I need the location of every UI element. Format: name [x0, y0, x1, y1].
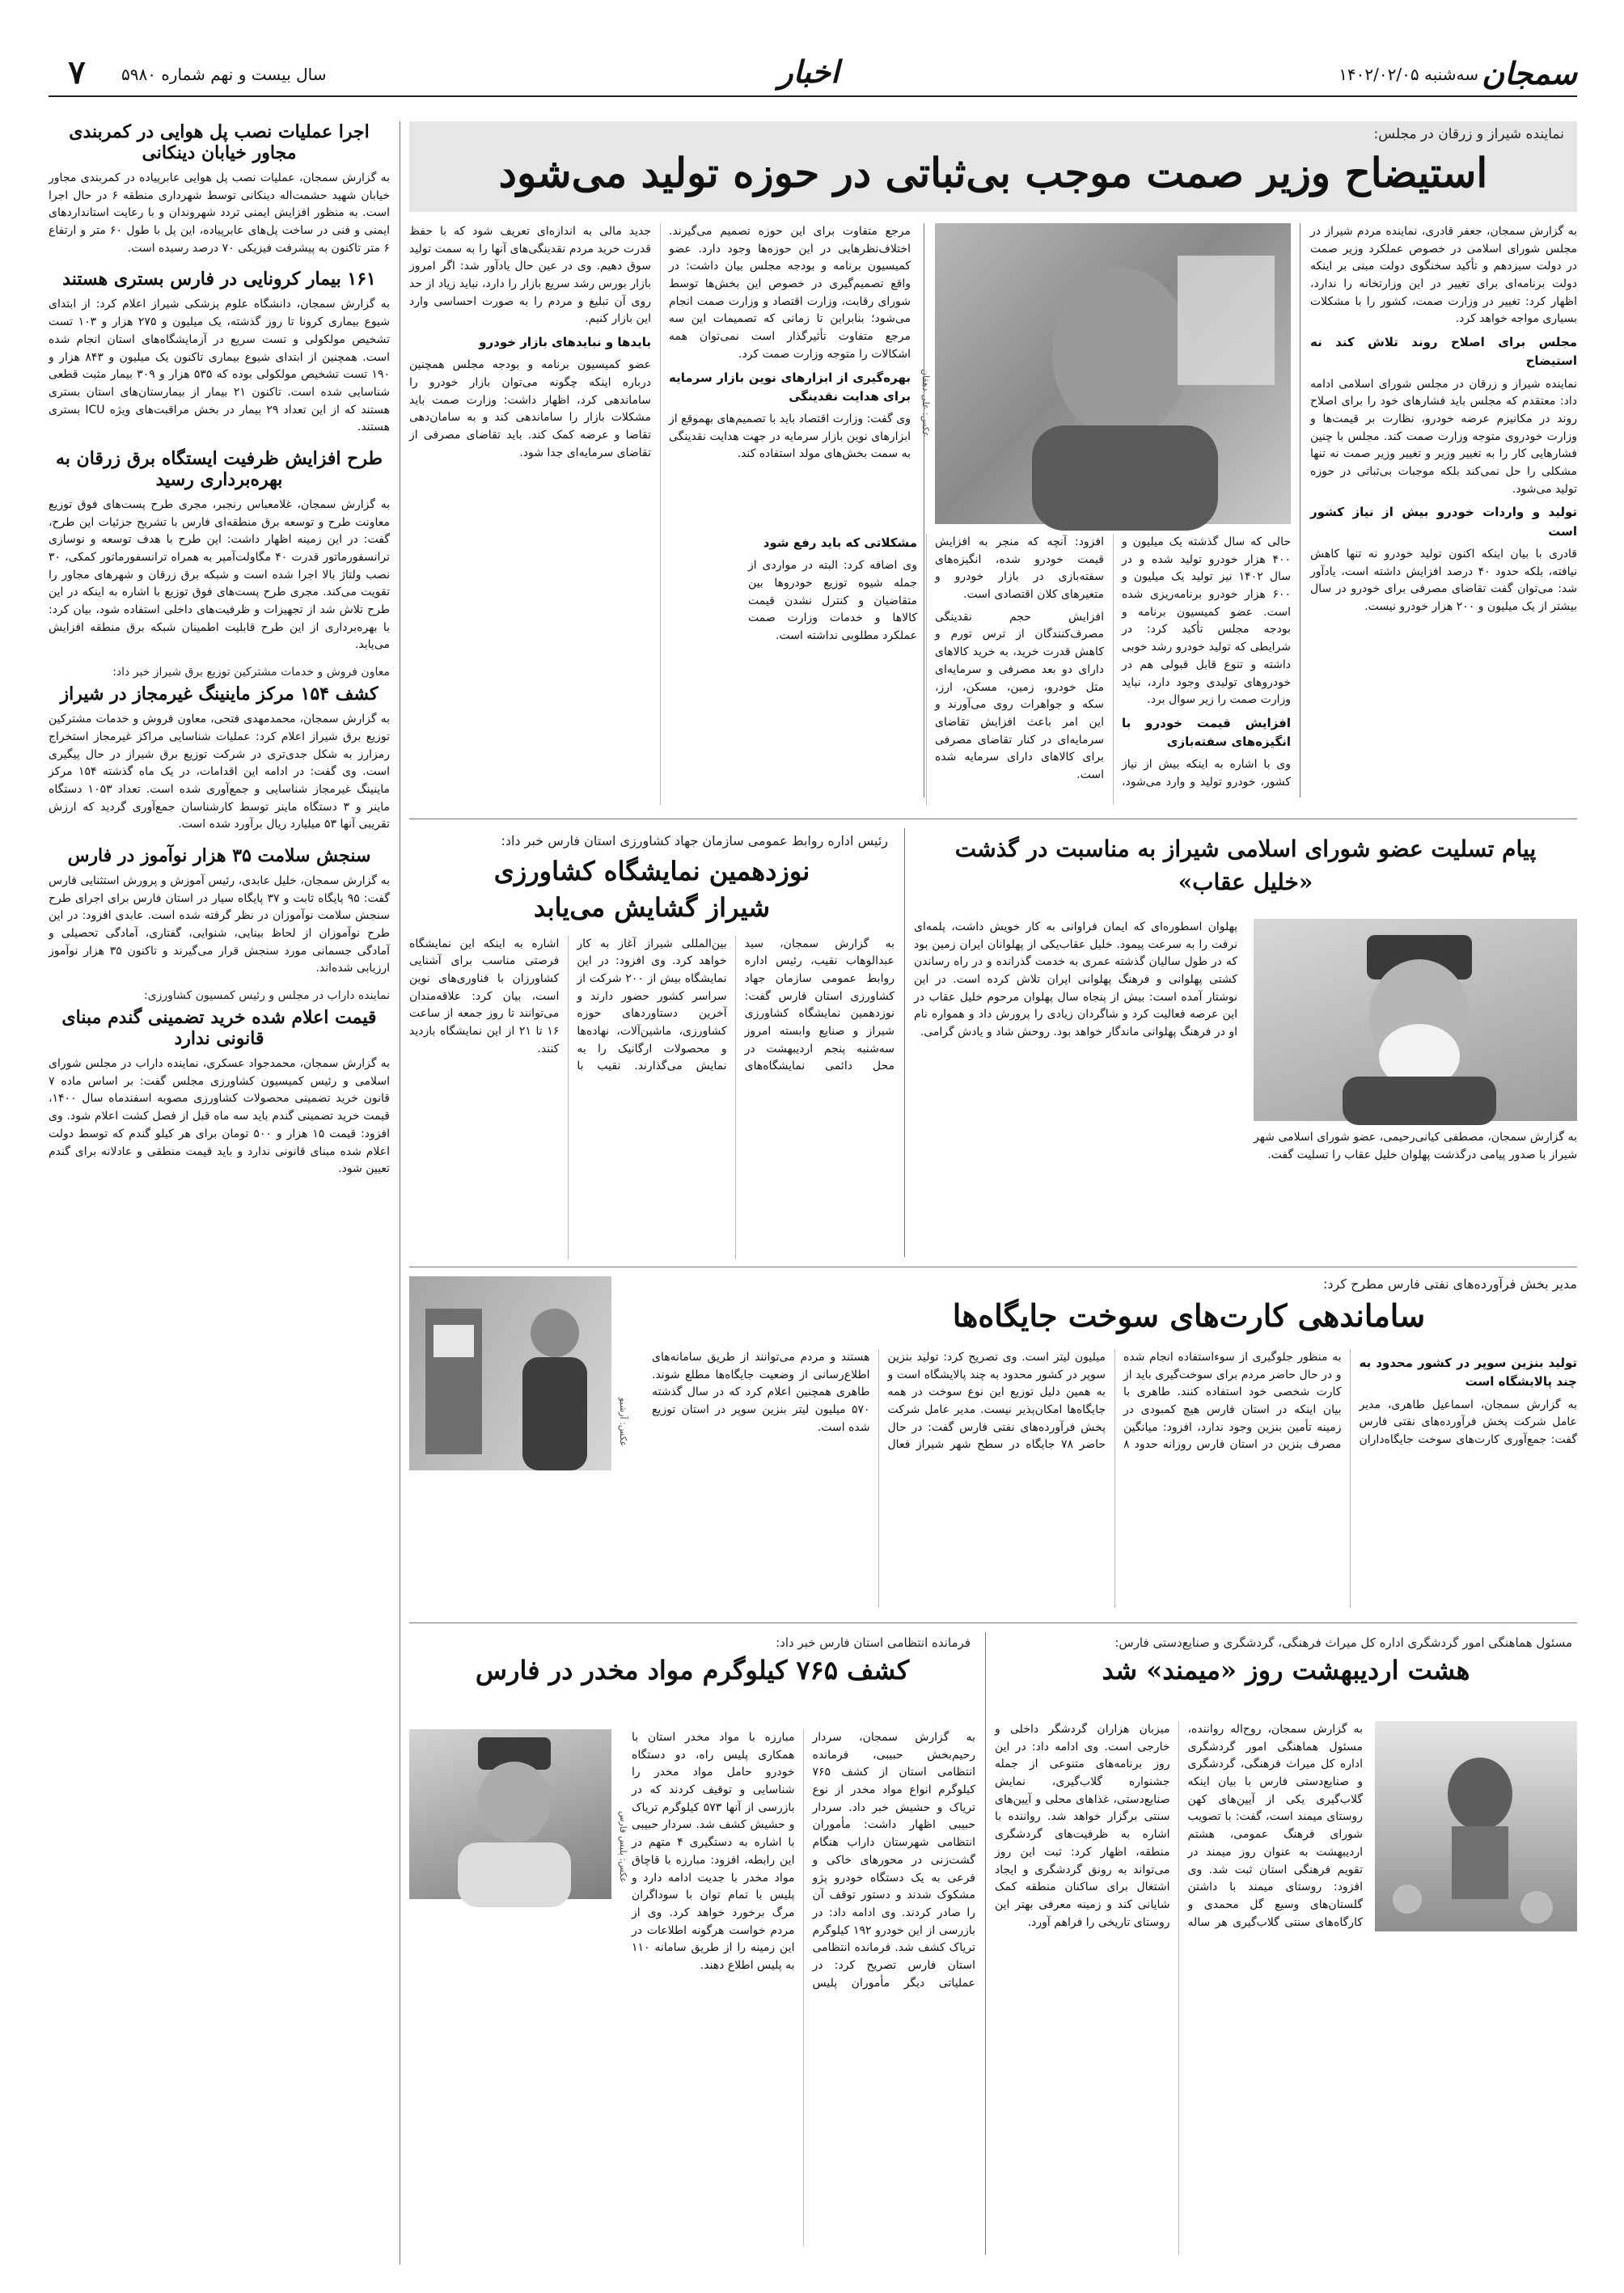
fuel-paragraph: به گزارش سمجان، اسماعیل طاهری، مدیر عامل شرکت پخش فرآورده‌های نفتی فارس گفت: جمع‌آوری کارت‌های سوخت جایگاه‌داران به منظور جلوگیری از سوءاستفاده انجام شده و در حال حاضر مردم برای سوخت‌گیری باید از کارت شخصی خود استفاده کنند. طاهری با بیان اینکه در استان فارس هیچ کمبودی در زمینه تأمین بنزین وجود ندارد، افزود: میانگین مصرف بنزین در استان فارس روزانه حدود ۸ میلیون لیتر است. وی تصریح کرد: تولید بنزین سوپر در کشور محدود به چند پالایشگاه است و به همین دلیل توزیع این نوع سوخت در همه جایگاه‌ها امکان‌پذیر نیست. مدیر عامل شرکت پخش فرآورده‌های نفتی فارس گفت: در حال حاضر ۷۸ جایگاه در سطح شهر شیراز فعال هستند و مردم می‌توانند از طریق سامانه‌های اطلاع‌رسانی از وضعیت جایگاه‌ها مطلع شوند. طاهری همچنین اعلام کرد که در سال گذشته ۵۷۰ میلیون لیتر بنزین سوپر در استان توزیع شده است.: [652, 1351, 1577, 1452]
drugs-body: [409, 1729, 975, 2255]
lead-paragraph: مرجع متفاوت برای این حوزه تصمیم می‌گیرند. اختلاف‌نظرهایی در این حوزه‌ها وجود دارد. عضو کمیسیون برنامه و بودجه مجلس بیان داشت: در واقع تصمیم‌گیری در خصوص این بخش‌ها توسط شورای رقابت، وزارت اقتصاد و وزارت صمت انجام می‌شود؛ بنابراین تا زمانی که تصمیمات این سه مرجع متفاوت تأثیرگذار است نمی‌توان همه اشکالات را متوجه وزارت صمت کرد.: [669, 225, 911, 361]
condolence-photo: [1254, 919, 1577, 1121]
news-headline: کشف ۱۵۴ مرکز ماینینگ غیرمجاز در شیراز: [60, 683, 379, 705]
lead-paragraph: افزایش حجم نقدینگی مصرف‌کنندگان از ترس تورم و کاهش قدرت خرید، به خرید کالاهای دارای دو بعد مصرفی و سرمایه‌ای مثل خودرو، زمین، مسکن، ارز، سکه و جواهرات روی می‌آورند و این امر باعث افزایش تقاضای سرمایه‌ای در کنار تقاضای مصرفی برای کالاهای دارای سرمایه شده است.: [935, 610, 1104, 781]
fuel-subhead: تولید بنزین سوپر در کشور محدود به چند پالایشگاه است: [1359, 1356, 1577, 1390]
lead-article: [409, 121, 1577, 809]
news-headline: سنجش سلامت ۳۵ هزار نوآموز در فارس: [67, 844, 371, 866]
drugs-kicker: فرمانده انتظامی استان فارس خبر داد:: [776, 1635, 971, 1650]
news-body: به گزارش سمجان، محمدجواد عسکری، نماینده داراب در مجلس شورای اسلامی و رئیس کمیسیون کشاورزی مجلس گفت: بر اساس ماده ۷ قانون خرید تضمینی محصولات کشاورزی مصوبه اسفندماه سال ۱۴۰۰، قیمت خرید تضمینی گندم باید سه ماه قبل از فصل کشت اعلام شود. وی افزود: قیمت ۱۵ هزار و ۵۰۰ تومان برای هر کیلو گندم که توسط دولت اعلام شده مبنای قانونی ندارد و باید قیمت منطقی و عادلانه برای گندم تعیین شود.: [49, 1057, 391, 1176]
lead-kicker: نماینده شیراز و زرقان در مجلس:: [1373, 126, 1564, 142]
lead-subhead: تولید و واردات خودرو بیش از نیاز کشور است: [1310, 505, 1577, 539]
lead-subhead: مشکلاتی که باید رفع شود: [763, 535, 917, 550]
condolence-article: [914, 828, 1577, 1265]
lead-col-right: [1310, 223, 1577, 806]
lead-subhead: مجلس برای اصلاح روند تلاش کند نه استیضاح: [1310, 335, 1577, 369]
photo-credit: عکس: آرشیو: [618, 1397, 628, 1446]
tourism-photo: [1375, 1721, 1577, 1931]
tourism-body: به گزارش سمجان، روح‌اله رواننده، مسئول هماهنگی امور گردشگری اداره کل میراث فرهنگی، گردشگری و صنایع‌دستی فارس با بیان اینکه گلاب‌گیری یکی از آیین‌های کهن روستای میمند است، گفت: با تصویب شورای فرهنگ عمومی، هشتم اردیبهشت به عنوان روز میمند در تقویم فرهنگی استان ثبت شد. وی افزود: روستای میمند با داشتن گلستان‌های وسیع گل محمدی و کارگاه‌های سنتی گلاب‌گیری هر ساله میزبان هزاران گردشگر داخلی و خارجی است. وی ادامه داد: در این روز برنامه‌های متنوعی از جمله جشنواره گلاب‌گیری، نمایش صنایع‌دستی، غذاهای محلی و آیین‌های سنتی برگزار خواهد شد. رواننده با اشاره به ظرفیت‌های گردشگری منطقه، اظهار کرد: ثبت این روز می‌تواند به رونق گردشگری و ایجاد اشتغال برای ساکنان منطقه کمک شایانی کند و زمینه معرفی بهتر این روستای تاریخی را فراهم آورد.: [995, 1723, 1363, 1929]
issue-date: سه‌شنبه ۱۴۰۲/۰۲/۰۵: [1339, 65, 1478, 84]
news-body: به گزارش سمجان، خلیل عابدی، رئیس آموزش و پرورش استثنایی فارس گفت: ۹۵ پایگاه ثابت و ۳۷ پایگاه سیار در استان فارس برای اجرای طرح سنجش سلامت نوآموزان در نظر گرفته شده است. عابدی افزود: در این طرح نوآموزان از لحاظ بینایی، شنوایی، گفتاری، آمادگی تحصیلی و آمادگی جسمانی مورد سنجش قرار می‌گیرند و تاکنون ۳۵ هزار نوآموز ارزیابی شده‌اند.: [49, 874, 390, 975]
lead-photo: [935, 223, 1291, 524]
expo-headline: نوزدهمین نمایشگاه کشاورزی شیراز گشایش می‌یابد: [493, 856, 810, 923]
photo-credit: عکس: پلیس فارس: [618, 1811, 628, 1883]
lead-paragraph: وی با اشاره به اینکه بیش از نیاز کشور، خودرو تولید و وارد می‌شود، افزود: آنچه که منجر به افزایش قیمت خودرو شده، انگیزه‌های سفته‌بازی در بازار خودرو و متغیرهای کلان اقتصادی است.: [935, 535, 1291, 789]
lead-headline: استیضاح وزیر صمت موجب بی‌ثباتی در حوزه تولید می‌شود: [498, 149, 1488, 197]
lead-paragraph: وی اضافه کرد: البته در مواردی از جمله شیوه توزیع خودروها بین متقاضیان و کنترل نشدن قیمت کالاها و خدمات وزارت صمت عملکرد مطلوبی نداشته است.: [748, 559, 917, 642]
lead-col-left: [409, 223, 911, 806]
lead-paragraph: به گزارش سمجان، جعفر قادری، نماینده مردم شیراز در مجلس شورای اسلامی در خصوص عملکرد وزیر صمت در دولت سیزدهم و تأکید سخنگوی دولت مبنی بر اینکه دولت برنامه‌ای برای تغییر در این وزارتخانه را ندارد، اظهار کرد: تغییر در وزارت صمت، کشور را با مشکلات بسیاری مواجه خواهد کرد.: [1310, 225, 1577, 326]
masthead-rule: [49, 95, 1577, 97]
drugs-article: [409, 1632, 975, 2263]
left-column: [49, 121, 390, 2265]
portrait-illustration: [935, 223, 1291, 524]
fuel-kicker: مدیر بخش فرآورده‌های نفتی فارس مطرح کرد:: [1323, 1276, 1577, 1292]
lead-headline-box: [409, 121, 1577, 212]
lead-paragraph: حالی که سال گذشته یک میلیون و ۴۰۰ هزار خودرو تولید شده و در سال ۱۴۰۲ نیز تولید یک میلیون و ۶۰۰ هزار خودرو برنامه‌ریزی شده است. عضو کمیسیون برنامه و بودجه مجلس تأکید کرد: در شرایطی که تولید خودرو رشد خوبی داشته و تنوع قابل قبولی هم در خودروهای تولیدی وجود دارد، نباید وزارت صمت را زیر سوال برد.: [1122, 535, 1291, 707]
flower-field-illustration: [1375, 1721, 1577, 1931]
drugs-columns: به گزارش سمجان، سردار رحیم‌بخش حبیبی، فرمانده انتظامی استان از کشف ۷۶۵ کیلوگرم انواع مواد مخدر از نوع تریاک و حشیش خبر داد. سردار حبیبی اظهار داشت: مأموران انتظامی شهرستان داراب هنگام گشت‌زنی در محورهای خاکی و فرعی به یک دستگاه خودرو پژو مشکوک شدند و دستور توقف آن را صادر کردند. وی ادامه داد: در بازرسی از این خودرو ۱۹۲ کیلوگرم تریاک کشف شد. فرمانده انتظامی استان فارس تصریح کرد: در عملیاتی دیگر مأموران پلیس مبارزه با مواد مخدر استان با همکاری پلیس راه، دو دستگاه خودرو حامل مواد مخدر را شناسایی و توقیف کردند که در بازرسی از آنها ۵۷۳ کیلوگرم تریاک و حشیش کشف شد. سردار حبیبی با اشاره به دستگیری ۴ متهم در این رابطه، افزود: مبارزه با قاچاق مواد مخدر با جدیت ادامه دارد و پلیس با تمام توان با سوداگران مرگ برخورد خواهد کرد. وی از مردم خواست هرگونه اطلاعات در این زمینه را از طریق سامانه ۱۱۰ به پلیس اطلاع دهند.: [632, 1731, 976, 1990]
portrait-illustration: [1254, 919, 1577, 1121]
news-headline: ۱۶۱ بیمار کرونایی در فارس بستری هستند: [62, 269, 376, 290]
section-name: اخبار: [778, 53, 839, 90]
fuel-body: [409, 1349, 1577, 1616]
news-body: به گزارش سمجان، عملیات نصب پل هوایی عابرپیاده در کمربندی مجاور خیابان شهید حشمت‌اله دینکانی توسط شهرداری منطقه ۶ در حال اجرا است. به منظور افزایش ایمنی تردد شهروندان و با رعایت استانداردهای ایمنی و فنی در ساخت پل‌های عابرپیاده، این پل با طول ۶۰ متر و ارتفاع ۶ متر تاکنون به پیشرفت فیزیکی ۷۰ درصد رسیده است.: [49, 171, 391, 255]
photo-credit: عکس: علی دهقان: [920, 368, 931, 437]
issue-number: سال بیست و نهم شماره ۵۹۸۰: [121, 65, 327, 84]
condolence-headline: پیام تسلیت عضو شورای اسلامی شیراز به مناسبت در گذشت «خلیل عقاب»: [954, 836, 1537, 895]
lead-paragraph: نماینده شیراز و زرقان در مجلس شورای اسلامی ادامه داد: معتقدم که مجلس باید فشارهای خود را برای اصلاح روند در مکانیزم عرضه خودرو، نظارت بر قیمت‌ها و وزارت خودروی متوجه وزارت صمت کند. مجلس با چنین فشارهایی کار را به تغییر وزیر و تغییر وزیر صمت نه تنها مشکلی را حل نمی‌کند بلکه موجبات بی‌ثباتی در حوزه تولید می‌شود.: [1310, 377, 1577, 496]
lead-subhead: افزایش قیمت خودرو با انگیزه‌های سفته‌بازی: [1122, 715, 1291, 750]
lead-under-photo: [748, 534, 1291, 805]
expo-article: [409, 828, 894, 1265]
condolence-body: پهلوان اسطوره‌ای که ایمان فراوانی به کار خویش داشت، پلمه‌ای نرفت را به سرعت پیمود. خلیل عقاب‌یکی از پهلوانان ایران زمین بود که در طول سالیان گذشته عمری به خدمت گذرانده و در راه رساندن کشتی پهلوانی و فرهنگ پهلوانی ایران تلاش کرده است. در این نوشتار آمده است: بیش از پنجاه سال پهلوان مرحوم خلیل عقاب در این عرصه فعالیت کرد و شاگردان زیادی را پرورش داد و همواره نام او در فرهنگ پهلوانی ماندگار خواهد بود. روحش شاد و یادش گرامی.: [914, 920, 1237, 1039]
lead-paragraph: قادری با بیان اینکه اکنون تولید خودرو نه تنها کاهش نیافته، بلکه حدود ۴۰ درصد افزایش داشته است، یادآور شد: می‌توان گفت تقاضای مصرفی برای خودرو در سال بیشتر از یک میلیون و ۲۰۰ هزار خودرو نیست.: [1310, 547, 1577, 613]
fuel-article: [409, 1276, 1577, 1616]
lead-subhead: بهره‌گیری از ابزارهای نوین بازار سرمایه برای هدایت نقدینگی: [669, 370, 911, 404]
lead-paragraph: وی گفت: وزارت اقتصاد باید با تصمیم‌های بهموقع از ابزارهای نوین بازار سرمایه در جهت هدایت نقدینگی به سمت بخش‌های مولد استفاده کند.: [669, 412, 911, 461]
news-body: به گزارش سمجان، دانشگاه علوم پزشکی شیراز اعلام کرد: از ابتدای شیوع بیماری کرونا تا روز گذشته، یک میلیون و ۲۷۵ هزار و ۱۰۳ تست تشخیص مولکولی و تست سریع در آزمایشگاه‌های استان انجام شده است. همچنین از ابتدای شیوع بیماری تاکنون یک میلیون و ۸۴۳ هزار و ۱۹۰ تست تشخیص مولکولی بوده که ۵۳۵ هزار و ۳۰۹ بیمار مثبت قطعی شناسایی شده است. تاکنون ۲۱ بیمار از بیمارستان‌های استان بستری هستند که از این تعداد ۲۹ بیمار در بخش مراقبت‌های ویژه ICU بستری هستند.: [49, 298, 391, 434]
tourism-article: [995, 1632, 1577, 2263]
news-kicker: نماینده داراب در مجلس و رئیس کمسیون کشاورزی:: [143, 989, 390, 1003]
fuel-headline: ساماندهی کارت‌های سوخت جایگاه‌ها: [952, 1297, 1426, 1334]
masthead: [0, 0, 1624, 97]
lead-subhead: بایدها و نبایدهای بازار خودرو: [479, 335, 651, 350]
news-headline: قیمت اعلام شده خرید تضمینی گندم مبنای قانونی ندارد: [61, 1007, 377, 1050]
news-headline: طرح افزایش ظرفیت ایستگاه برق زرقان به بهره‌برداری رسید: [55, 447, 383, 490]
news-body: به گزارش سمجان، محمدمهدی فتحی، معاون فروش و خدمات مشترکین توزیع برق شیراز اعلام کرد: عملیات شناسایی مراکز غیرمجاز استخراج رمزارز به شکل جدی‌تری در شرکت توزیع برق شیراز در حال پیگیری است. وی گفت: در ادامه این اقدامات، در یک ماه گذشته ۱۵۴ مرکز ماینینگ غیرمجاز شناسایی و جمع‌آوری شده است. تعداد ۱۰۵۳ دستگاه ماینر و ۳ دستگاه ماینر توسط کارشناسان جمع‌آوری گردید که ارزش تقریبی آنها ۵۳ میلیارد ریال برآورد شده است.: [49, 713, 390, 831]
condolence-caption: به گزارش سمجان، مصطفی کیانی‌رحیمی، عضو شورای اسلامی شهر شیراز با صدور پیامی درگذشت پهلوان خلیل عقاب را تسلیت گفت.: [1254, 1131, 1577, 1161]
expo-kicker: رئیس اداره روابط عمومی سازمان جهاد کشاورزی استان فارس خبر داد:: [501, 833, 888, 848]
news-kicker: معاون فروش و خدمات مشترکین توزیع برق شیراز خبر داد:: [112, 666, 390, 679]
newspaper-logo: سمجان: [1482, 55, 1577, 91]
drugs-headline: کشف ۷۶۵ کیلوگرم مواد مخدر در فارس: [475, 1655, 910, 1686]
news-body: به گزارش سمجان، غلامعباس رنجبر، مجری طرح پست‌های فوق توزیع معاونت طرح و توسعه برق منطقه‌ای فارس با تشریح جزئیات این طرح، گفت: در این زمینه اظهار داشت: این طرح با هدف توسعه و نوسازی ترانسفورماتور قدرت ۴۰ مگاولت‌آمپر به همراه ترانسفورماتور کمکی، ۳۰ نصب ولتاژ بالا اجرا شده است و شبکه برق زرقان و شهرهای مجاور را تقویت می‌کند. مجری طرح پست‌های فوق توزیع با اشاره به اینکه در این طرح تلاش شد از تجهیزات و ظرفیت‌های داخلی استفاده شود، بیان کرد: با بهره‌برداری از این طرح قابلیت اطمینان شبکه برق منطقه افزایش می‌یابد.: [49, 497, 390, 652]
tourism-headline: هشت اردیبهشت روز «میمند» شد: [1102, 1655, 1470, 1686]
page-number: ۷: [68, 53, 86, 91]
lead-paragraph: جدید مالی به اندازه‌ای تعریف شود که با حفظ قدرت خرید مردم نقدینگی‌های آنها را به سمت تولید سوق دهیم. وی در عین حال یادآور شد: اگر امروز بازار بورس رشد سریع بازار را دارد، نباید زیاد از حد روی آن تبلیغ و مردم را به صورت احساسی وارد این بازار کنیم.: [409, 225, 651, 326]
tourism-kicker: مسئول هماهنگی امور گردشگری اداره کل میراث فرهنگی، گردشگری و صنایع‌دستی فارس:: [1114, 1635, 1572, 1650]
expo-body: به گزارش سمجان، سید عبدالوهاب نقیب، رئیس اداره روابط عمومی سازمان جهاد کشاورزی استان فارس گفت: نوزدهمین نمایشگاه کشاورزی شیراز و صنایع وابسته امروز سه‌شنبه پنجم اردیبهشت در محل دائمی نمایشگاه‌های بین‌المللی شیراز آغاز به کار خواهد کرد. وی افزود: در این نمایشگاه بیش از ۲۰۰ شرکت از سراسر کشور حضور دارند و آخرین دستاوردهای حوزه کشاورزی، ماشین‌آلات، نهاده‌ها و محصولات ارگانیک را به نمایش می‌گذارند. نقیب با اشاره به اینکه این نمایشگاه فرصتی مناسب برای آشنایی کشاورزان با فناوری‌های نوین است، بیان کرد: علاقه‌مندان می‌توانند تا روز جمعه از ساعت ۱۶ تا ۲۱ از این نمایشگاه بازدید کنند.: [409, 937, 894, 1073]
news-headline: اجرا عملیات نصب پل هوایی در کمربندی مجاور خیابان دینکانی: [69, 121, 370, 163]
lead-paragraph: عضو کمیسیون برنامه و بودجه مجلس همچنین درباره اینکه چگونه می‌توان بازار خودرو را ساماندهی کرد، اظهار داشت: وزارت صمت باید مشکلات بازار را ساماندهی کند و به سامان‌دهی تقاضا و عرضه کمک کند. باید تقاضای مصرفی از تقاضای سرمایه‌ای جدا شود.: [409, 358, 651, 459]
